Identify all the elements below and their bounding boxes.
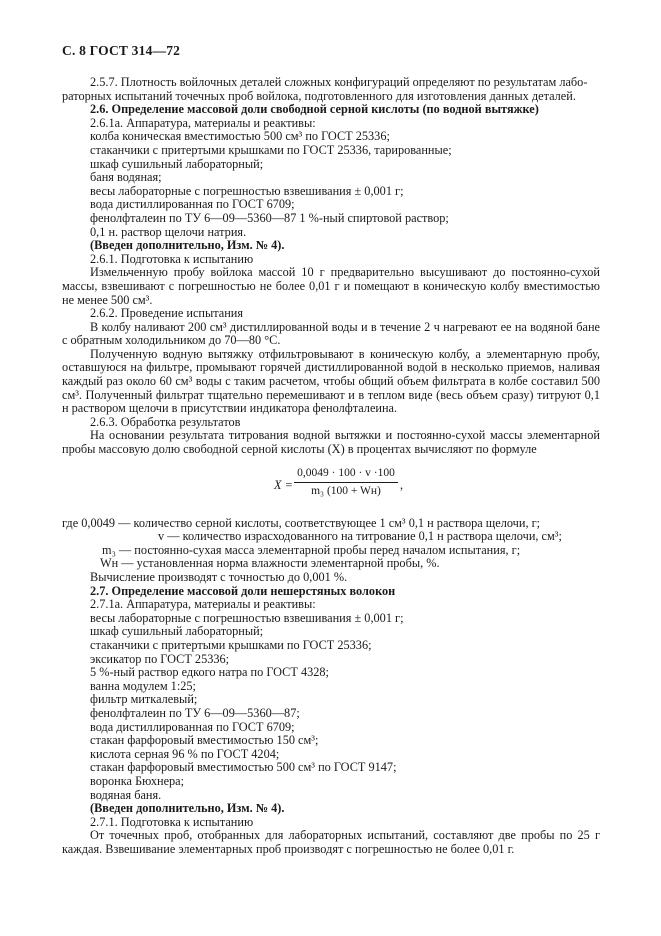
formula [62, 465, 600, 511]
text-line: 2.5.7. Плотность войлочных деталей сложных конфигураций определяют по результатам лабо- [90, 75, 588, 89]
list-item: вода дистиллированная по ГОСТ 6709; [90, 719, 295, 734]
paragraph-text: Измельченную пробу войлока массой 10 г предварительно высушивают до постоянно-сухой массы, взвешивают с погрешностью не более 0,01 г и помещают в коническую колбу вместимостью не менее 500 см³. [62, 265, 600, 307]
section-heading-2-7: 2.7. Определение массовой доли нешерстяных волокон [90, 583, 396, 598]
paragraph-text: На основании результата титрования водной вытяжки и постоянно-сухой массы элементарной пробы массовую долю свободной серной кислоты (X) в процентах вычисляют по формуле [62, 428, 600, 457]
subsection-2-7-1: 2.7.1. Подготовка к испытанию [90, 814, 254, 829]
document-body [62, 76, 600, 856]
list-item: 0,1 н. раствор щелочи натрия. [90, 224, 247, 239]
list-item: фенолфталеин по ТУ 6—09—5360—87 1 %-ный спиртовой раствор; [90, 210, 449, 225]
formula-denominator: m₃ (100 + Wн) [311, 485, 381, 498]
amendment-note: (Введен дополнительно, Изм. № 4). [90, 238, 285, 253]
paragraph-text: В колбу наливают 200 см³ дистиллированной воды и в течение 2 ч нагревают ее на водяной бане с обратным холодильником до 70—80 °С. [62, 319, 600, 348]
list-item: весы лабораторные с погрешностью взвешивания ± 0,001 г; [90, 183, 404, 198]
list-item: баня водяная; [90, 170, 162, 185]
subsection-2-7-1a: 2.7.1а. Аппаратура, материалы и реактивы: [90, 597, 316, 612]
list-item: ванна модулем 1:25; [90, 678, 196, 693]
list-item: вода дистиллированная по ГОСТ 6709; [90, 197, 295, 212]
list-item: стаканчики с притертыми крышками по ГОСТ 25336, тарированные; [90, 142, 452, 157]
list-item: эксикатор по ГОСТ 25336; [90, 651, 230, 666]
list-item: фильтр миткалевый; [90, 692, 198, 707]
paragraph-text: От точечных проб, отобранных для лабораторных испытаний, составляют две пробы по 25 г каждая. Взвешивание элементарных проб производят с погрешностью не более 0,01 г. [62, 828, 600, 856]
subsection-2-6-3: 2.6.3. Обработка результатов [90, 414, 241, 429]
list-item: кислота серная 96 % по ГОСТ 4204; [90, 746, 280, 761]
calc-note: Вычисление производят с точностью до 0,001 %. [90, 570, 348, 584]
list-item: стакан фарфоровый вместимостью 500 см³ по ГОСТ 9147; [90, 760, 397, 775]
subsection-2-6-1a: 2.6.1а. Аппаратура, материалы и реактивы: [90, 115, 316, 130]
formula-fraction [294, 467, 398, 499]
text-line: раторных испытаний точечных проб войлока, подготовленного для изготовления данных деталей. [62, 88, 576, 103]
subsection-2-6-1: 2.6.1. Подготовка к испытанию [90, 251, 254, 266]
list-item: 5 %-ный раствор едкого натра по ГОСТ 4328; [90, 665, 329, 680]
formula-tail: , [400, 477, 404, 492]
where-line: где 0,0049 — количество серной кислоты, соответствующее 1 см³ 0,1 н раствора щелочи, г; [62, 515, 541, 530]
list-item: весы лабораторные с погрешностью взвешивания ± 0,001 г; [90, 610, 404, 625]
list-item: стакан фарфоровый вместимостью 150 см³; [90, 733, 319, 748]
list-item: фенолфталеин по ТУ 6—09—5360—87; [90, 705, 300, 720]
list-item: водяная баня. [90, 787, 162, 802]
section-heading-2-6: 2.6. Определение массовой доли свободной серной кислоты (по водной вытяжке) [90, 102, 539, 117]
list-item: шкаф сушильный лабораторный; [90, 156, 264, 171]
amendment-note: (Введен дополнительно, Изм. № 4). [90, 801, 285, 816]
where-line: v — количество израсходованного на титрование 0,1 н раствора щелочи, см³; [158, 529, 562, 544]
formula-lhs: X = [274, 477, 293, 492]
list-item: колба коническая вместимостью 500 см³ по ГОСТ 25336; [90, 129, 390, 144]
list-item: воронка Бюхнера; [90, 773, 185, 788]
paragraph-text: Полученную водную вытяжку отфильтровывают в коническую колбу, а элементарную пробу, оставшуюся на фильтре, промывают горячей дистиллированной водой в несколько приемов, наливая каждый раз около 60 см³ воды с таким расчетом, чтобы общий объем фильтрата в колбе составил 500 см³. Полученный фильтрат тщательно перемешивают и в теплом виде (весь объем сразу) титруют 0,1 н раствором щелочи в присутствии индикатора фенолфталеина. [62, 346, 600, 416]
formula-numerator: 0,0049 · 100 · v ·100 [294, 467, 398, 484]
list-item: шкаф сушильный лабораторный; [90, 624, 264, 639]
where-line: Wн — установленная норма влажности элементарной пробы, %. [100, 556, 440, 571]
paragraph-2-5-7 [62, 76, 600, 103]
where-line: m₃ — постоянно-сухая масса элементарной пробы перед началом испытания, г; [102, 542, 521, 557]
list-item: стаканчики с притертыми крышками по ГОСТ 25336; [90, 637, 372, 652]
page-header: С. 8 ГОСТ 314—72 [62, 43, 181, 58]
subsection-2-6-2: 2.6.2. Проведение испытания [90, 306, 244, 321]
